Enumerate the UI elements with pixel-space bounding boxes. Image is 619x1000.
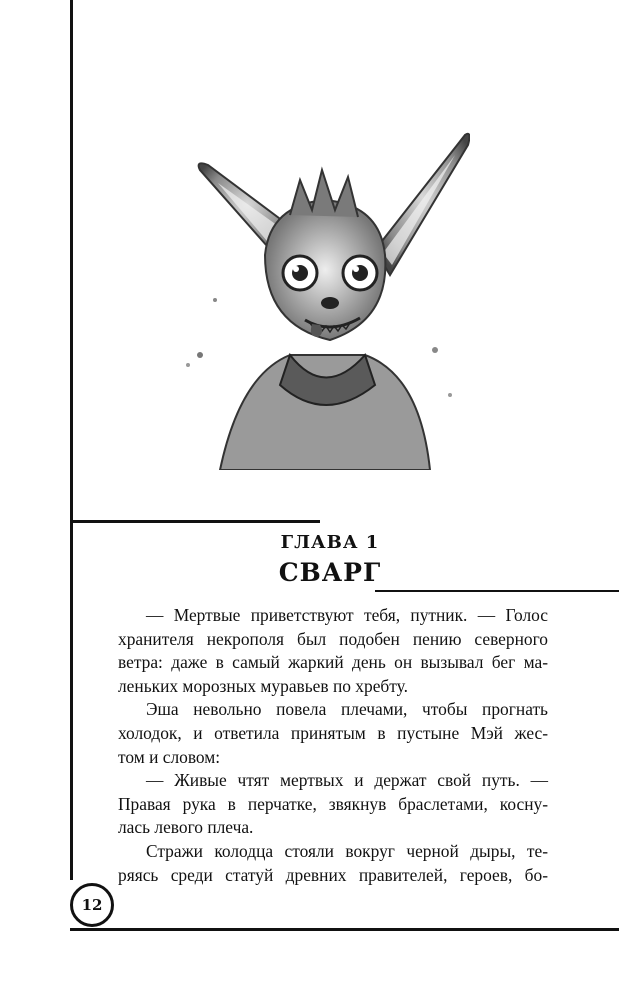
page-number-badge — [70, 883, 114, 927]
chapter-top-rule — [70, 520, 320, 523]
text-line: ветра: даже в самый жаркий день он вызывал бег ма- — [118, 652, 548, 673]
footer-rule — [70, 928, 619, 931]
text-line: Стражи колодца стояли вокруг черной дыры, те- — [146, 840, 548, 861]
text-line: — Живые чтят мертвых и держат свой путь. — — [146, 770, 548, 791]
text-line: том и словом: — [118, 746, 221, 767]
text-line: хранителя некрополя был подобен пению северного — [118, 628, 548, 649]
text-line: Правая рука в перчатке, звякнув браслетами, коснy- — [118, 793, 548, 814]
text-line: холодок, и ответила принятым в пустыне Мэй жес- — [118, 722, 548, 743]
fox-creature-illustration — [180, 125, 470, 470]
chapter-body-text — [118, 604, 548, 887]
text-line: леньких морозных муравьев по хребту. — [118, 675, 408, 696]
text-line: ряясь среди статуй древних правителей, героев, бо- — [118, 864, 548, 885]
text-line: — Мертвые приветствуют тебя, путник. — Голос — [146, 605, 548, 625]
page-number: 12 — [81, 896, 103, 914]
chapter-title-rule — [375, 590, 619, 592]
text-line: Эша невольно повела плечами, чтобы прогнать — [146, 699, 548, 720]
chapter-title: СВАРГ — [278, 558, 382, 587]
text-line: лась левого плеча. — [118, 817, 254, 838]
margin-vertical-rule — [70, 0, 73, 880]
chapter-number: ГЛАВА 1 — [280, 532, 380, 553]
